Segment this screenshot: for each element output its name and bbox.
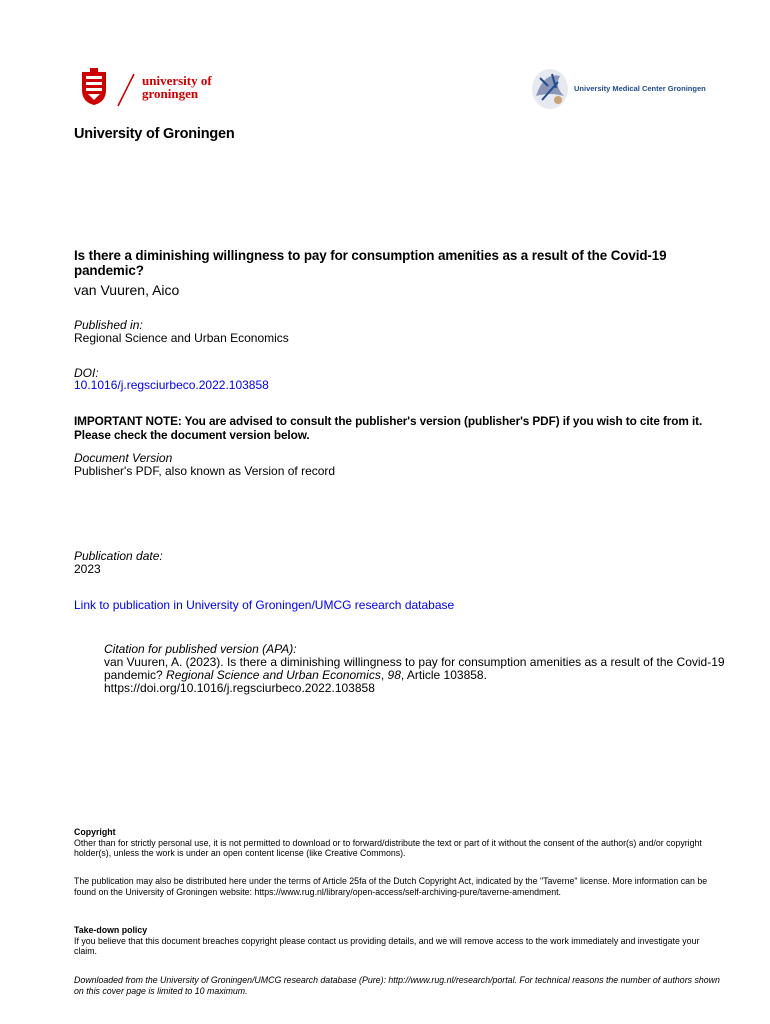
citation-sep: , (380, 668, 388, 682)
document-version-value: Publisher's PDF, also known as Version of record (74, 464, 336, 478)
publication-date-label: Publication date: (74, 549, 163, 563)
copyright-text: Other than for strictly personal use, it is not permitted to download or to forward/distribute the text or part of it without the consent of the author(s) and/or copyright holder(s), unless the work is under an open content license (like Creative Commons). (74, 837, 702, 858)
rug-crest-icon (80, 68, 108, 106)
authors: van Vuuren, Aico (74, 282, 180, 298)
publication-date-value: 2023 (74, 562, 101, 576)
important-note: IMPORTANT NOTE: You are advised to consult the publisher's version (publisher's PDF) if you wish to cite from it. Please check the document version below. (74, 414, 703, 442)
copyright-heading: Copyright (74, 827, 116, 837)
published-in-value: Regional Science and Urban Economics (74, 331, 289, 345)
rug-logo-line1: university of (142, 73, 212, 88)
citation-part2: , Article 103858. (400, 668, 487, 682)
takedown-section (74, 925, 724, 957)
document-version-label: Document Version (74, 451, 173, 465)
footer-note: Downloaded from the University of Groningen/UMCG research database (Pure): http://www.rug.nl/research/portal. For technical reasons the number of authors shown on this cover page is limited to 10 maximum. (74, 975, 720, 996)
institution-name: University of Groningen (74, 126, 235, 142)
takedown-text: If you believe that this document breaches copyright please contact us providing details, and we will remove access to the work immediately and investigate your claim. (74, 935, 700, 956)
citation-label: Citation for published version (APA): (104, 642, 297, 656)
database-link[interactable]: Link to publication in University of Groningen/UMCG research database (74, 598, 455, 612)
paper-title: Is there a diminishing willingness to pay for consumption amenities as a result of the Covid-19 pandemic? (74, 248, 667, 278)
citation-journal: Regional Science and Urban Economics (166, 668, 381, 682)
doi-link[interactable]: 10.1016/j.regsciurbeco.2022.103858 (74, 378, 269, 392)
citation-block (104, 643, 734, 695)
citation-volume: 98 (387, 668, 401, 682)
rug-logo (80, 68, 230, 110)
doi-label: DOI: (74, 366, 99, 380)
citation-part1: van Vuuren, A. (2023). Is there a diminishing willingness to pay for consumption amenities as a result of the Covid-19 pandemic? (104, 655, 725, 682)
umcg-logo (528, 66, 708, 112)
rug-slash-icon (114, 70, 138, 110)
umcg-emblem-icon (528, 66, 572, 112)
takedown-heading: Take-down policy (74, 925, 148, 935)
citation-doi-url[interactable]: https://doi.org/10.1016/j.regsciurbeco.2022.103858 (104, 681, 375, 695)
umcg-logo-text: University Medical Center Groningen (574, 84, 706, 93)
citation-text (104, 656, 734, 682)
rug-logo-line2: groningen (142, 86, 199, 101)
published-in-label: Published in: (74, 318, 143, 332)
copyright-section (74, 827, 724, 859)
taverne-text: The publication may also be distributed here under the terms of Article 25fa of the Dutch Copyright Act, indicated by the "Taverne" license. More information can be found on the University of Groningen website: https://www.rug.nl/library/open-access/self-archiving-pure/taverne-amendment. (74, 876, 708, 897)
